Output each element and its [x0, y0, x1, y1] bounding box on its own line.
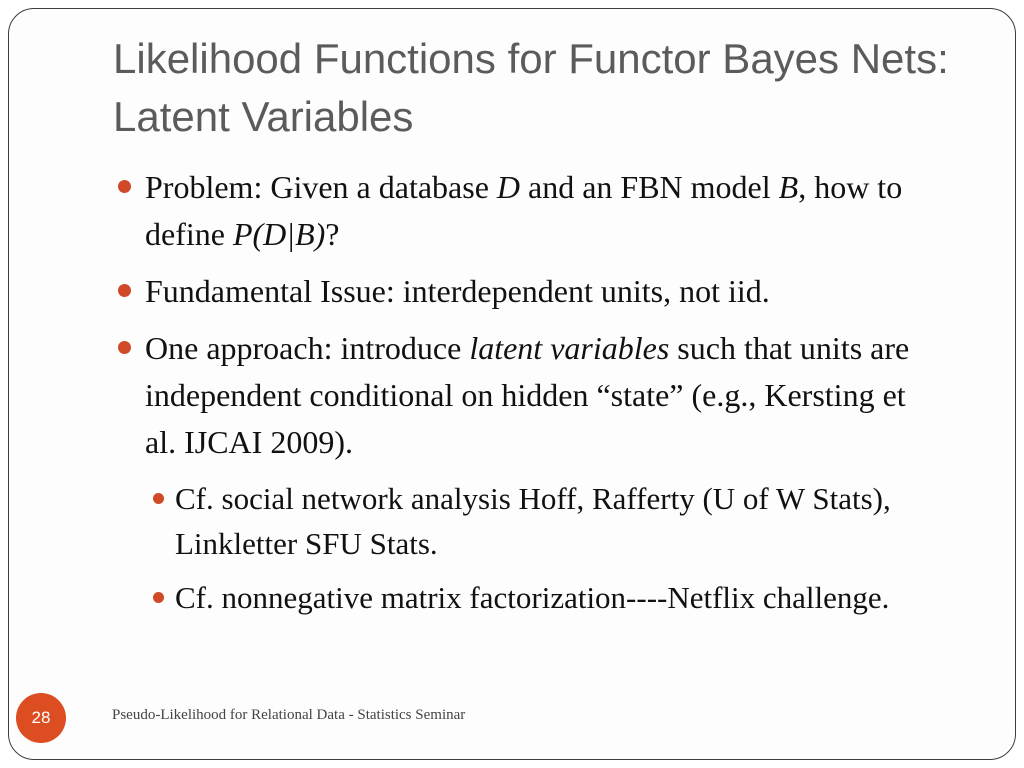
- slide-title: Likelihood Functions for Functor Bayes Nets: Latent Variables: [113, 35, 949, 140]
- bullet-text: Problem: Given a database: [145, 169, 497, 205]
- bullet-text: and an FBN model: [520, 169, 779, 205]
- bullet-dot-icon: [118, 284, 131, 297]
- bullet-italic: latent variables: [469, 330, 670, 366]
- slide-content: [116, 164, 936, 629]
- sub-bullet-dot-icon: [153, 592, 164, 603]
- sub-bullet-dot-icon: [153, 493, 164, 504]
- sub-bullet-matrix-factorization: [147, 575, 936, 620]
- page-number-badge: 28: [16, 693, 66, 743]
- bullet-text: , how to define: [145, 169, 903, 252]
- bullet-problem: [116, 164, 936, 258]
- bullet-italic: D: [496, 169, 520, 205]
- bullet-italic: B: [778, 169, 799, 205]
- bullet-text: such that units are independent conditional on hidden “state” (e.g., Kersting et al. IJCAI 2009).: [145, 330, 910, 460]
- sub-bullet-text: Cf. social network analysis Hoff, Rafferty (U of W Stats), Linkletter SFU Stats.: [175, 481, 891, 561]
- slide-footer: Pseudo-Likelihood for Relational Data - Statistics Seminar: [112, 707, 466, 723]
- bullet-dot-icon: [118, 341, 131, 354]
- bullet-text: Fundamental Issue: interdependent units, not iid.: [145, 273, 770, 309]
- bullet-text: One approach: introduce: [145, 330, 470, 366]
- bullet-dot-icon: [118, 180, 131, 193]
- bullet-text: ?: [325, 216, 340, 252]
- bullet-italic: P(D|B): [232, 216, 326, 252]
- sub-bullet-text: Cf. nonnegative matrix factorization----Netflix challenge.: [175, 580, 890, 615]
- bullet-fundamental-issue: [116, 268, 936, 315]
- bullet-one-approach: [116, 325, 936, 466]
- sub-bullet-social-network: [147, 476, 936, 566]
